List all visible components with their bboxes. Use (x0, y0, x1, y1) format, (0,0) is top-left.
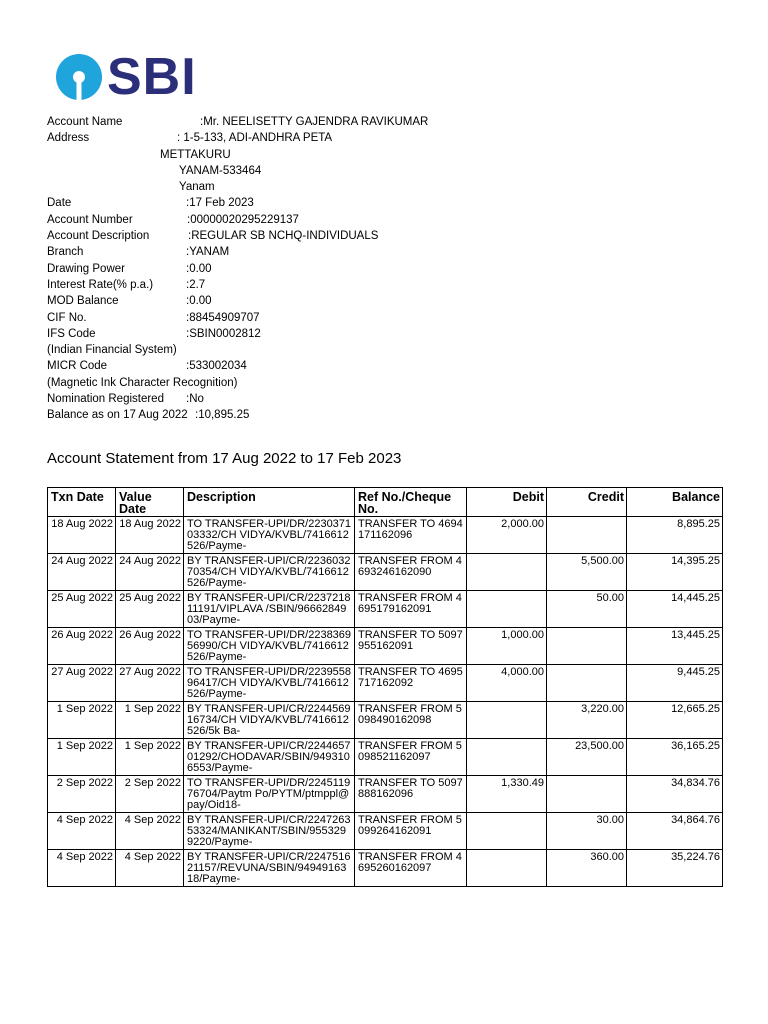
credit-cell (547, 776, 627, 813)
ref-no-cell: TRANSFER FROM 4695260162097 (355, 850, 467, 887)
table-row (48, 665, 723, 702)
txn-date-cell: 4 Sep 2022 (48, 813, 116, 850)
ref-no-cell: TRANSFER FROM 4693246162090 (355, 554, 467, 591)
table-row (48, 850, 723, 887)
col-header-debit: Debit (467, 488, 547, 517)
value-date-cell: 1 Sep 2022 (116, 702, 184, 739)
description-cell: BY TRANSFER-UPI/CR/224751621157/REVUNA/SBIN/9494916318/Payme- (184, 850, 355, 887)
nomination-label: Nomination Registered (47, 393, 164, 406)
micr-note: (Magnetic Ink Character Recognition) (47, 376, 238, 389)
address-line-2: METTAKURU (160, 148, 231, 161)
description-cell: TO TRANSFER-UPI/DR/224511976704/Paytm Po/PYTM/ptmppl@pay/Oid18- (184, 776, 355, 813)
ref-no-cell: TRANSFER TO 5097955162091 (355, 628, 467, 665)
description-cell: BY TRANSFER-UPI/CR/223721811191/VIPLAVA /SBIN/9666284903/Payme- (184, 591, 355, 628)
table-row (48, 517, 723, 554)
interest-rate-label: Interest Rate(% p.a.) (47, 278, 154, 291)
col-header-balance: Balance (627, 488, 723, 517)
debit-cell: 1,330.49 (467, 776, 547, 813)
debit-cell (467, 554, 547, 591)
debit-cell (467, 739, 547, 776)
account-description-value: :REGULAR SB NCHQ-INDIVIDUALS (188, 230, 379, 243)
date-value: :17 Feb 2023 (186, 197, 254, 210)
sbi-logo-text: SBI (107, 48, 197, 106)
col-header-description: Description (184, 488, 355, 517)
nomination-value: :No (186, 393, 204, 406)
account-description-label: Account Description (47, 230, 150, 243)
debit-cell (467, 702, 547, 739)
table-header-row (48, 488, 723, 517)
credit-cell: 30.00 (547, 813, 627, 850)
account-number-value: :00000020295229137 (187, 213, 299, 226)
txn-date-cell: 24 Aug 2022 (48, 554, 116, 591)
value-date-cell: 26 Aug 2022 (116, 628, 184, 665)
ref-no-cell: TRANSFER FROM 4695179162091 (355, 591, 467, 628)
account-name-label: Account Name (47, 116, 123, 128)
interest-rate-value: :2.7 (186, 278, 206, 291)
cif-value: :88454909707 (186, 311, 260, 324)
col-header-credit: Credit (547, 488, 627, 517)
description-cell: BY TRANSFER-UPI/CR/224726353324/MANIKANT/SBIN/9553299220/Payme- (184, 813, 355, 850)
table-row (48, 591, 723, 628)
value-date-cell: 2 Sep 2022 (116, 776, 184, 813)
txn-date-cell: 1 Sep 2022 (48, 739, 116, 776)
txn-date-cell: 27 Aug 2022 (48, 665, 116, 702)
ifs-note: (Indian Financial System) (47, 344, 177, 357)
date-label: Date (47, 197, 72, 210)
col-header-value-date: Value Date (116, 488, 184, 517)
value-date-cell: 1 Sep 2022 (116, 739, 184, 776)
debit-cell: 4,000.00 (467, 665, 547, 702)
ref-no-cell: TRANSFER TO 5097888162096 (355, 776, 467, 813)
txn-date-cell: 2 Sep 2022 (48, 776, 116, 813)
ref-no-cell: TRANSFER TO 4694171162096 (355, 517, 467, 554)
mod-balance-value: :0.00 (186, 295, 212, 308)
description-cell: TO TRANSFER-UPI/DR/223955896417/CH VIDYA/KVBL/7416612526/Payme- (184, 665, 355, 702)
debit-cell (467, 813, 547, 850)
debit-cell (467, 591, 547, 628)
cif-label: CIF No. (47, 311, 87, 324)
txn-date-cell: 4 Sep 2022 (48, 850, 116, 887)
table-row (48, 554, 723, 591)
value-date-cell: 25 Aug 2022 (116, 591, 184, 628)
txn-date-cell: 18 Aug 2022 (48, 517, 116, 554)
address-label: Address (47, 132, 90, 145)
description-cell: TO TRANSFER-UPI/DR/223037103332/CH VIDYA/KVBL/7416612526/Payme- (184, 517, 355, 554)
opening-balance-label: Balance as on 17 Aug 2022 (47, 409, 188, 422)
txn-date-cell: 26 Aug 2022 (48, 628, 116, 665)
table-row (48, 776, 723, 813)
micr-value: :533002034 (186, 360, 247, 373)
txn-date-cell: 25 Aug 2022 (48, 591, 116, 628)
address-line-1: : 1-5-133, ADI-ANDHRA PETA (177, 132, 333, 145)
balance-cell: 34,864.76 (627, 813, 723, 850)
drawing-power-label: Drawing Power (47, 262, 125, 275)
balance-cell: 13,445.25 (627, 628, 723, 665)
ifs-value: :SBIN0002812 (186, 327, 261, 340)
sbi-keyhole-icon (55, 53, 103, 101)
credit-cell: 3,220.00 (547, 702, 627, 739)
balance-cell: 9,445.25 (627, 665, 723, 702)
table-row (48, 628, 723, 665)
description-cell: BY TRANSFER-UPI/CR/224456916734/CH VIDYA/KVBL/7416612526/5k Ba- (184, 702, 355, 739)
transactions-body (48, 517, 723, 887)
credit-cell: 23,500.00 (547, 739, 627, 776)
value-date-cell: 27 Aug 2022 (116, 665, 184, 702)
balance-cell: 8,895.25 (627, 517, 723, 554)
ref-no-cell: TRANSFER FROM 5098490162098 (355, 702, 467, 739)
col-header-txn-date: Txn Date (48, 488, 116, 517)
credit-cell (547, 665, 627, 702)
ref-no-cell: TRANSFER TO 4695717162092 (355, 665, 467, 702)
drawing-power-value: :0.00 (186, 262, 212, 275)
col-header-ref-no: Ref No./Cheque No. (355, 488, 467, 517)
description-cell: BY TRANSFER-UPI/CR/223603270354/CH VIDYA/KVBL/7416612526/Payme- (184, 554, 355, 591)
credit-cell: 5,500.00 (547, 554, 627, 591)
table-row (48, 702, 723, 739)
balance-cell: 35,224.76 (627, 850, 723, 887)
credit-cell: 50.00 (547, 591, 627, 628)
txn-date-cell: 1 Sep 2022 (48, 702, 116, 739)
balance-cell: 14,395.25 (627, 554, 723, 591)
debit-cell: 2,000.00 (467, 517, 547, 554)
balance-cell: 36,165.25 (627, 739, 723, 776)
description-cell: TO TRANSFER-UPI/DR/223836956990/CH VIDYA/KVBL/7416612526/Payme- (184, 628, 355, 665)
mod-balance-label: MOD Balance (47, 295, 119, 308)
account-name-value: :Mr. NEELISETTY GAJENDRA RAVIKUMAR (200, 116, 429, 128)
micr-label: MICR Code (47, 360, 108, 373)
account-number-label: Account Number (47, 213, 133, 226)
value-date-cell: 24 Aug 2022 (116, 554, 184, 591)
sbi-logo (55, 48, 197, 106)
debit-cell (467, 850, 547, 887)
branch-value: :YANAM (186, 246, 230, 259)
transactions-table (47, 487, 723, 887)
ifs-label: IFS Code (47, 327, 96, 340)
credit-cell (547, 628, 627, 665)
address-line-3: YANAM-533464 (179, 164, 262, 177)
ref-no-cell: TRANSFER FROM 5098521162097 (355, 739, 467, 776)
balance-cell: 12,665.25 (627, 702, 723, 739)
value-date-cell: 4 Sep 2022 (116, 813, 184, 850)
description-cell: BY TRANSFER-UPI/CR/224465701292/CHODAVAR/SBIN/9493106553/Payme- (184, 739, 355, 776)
address-line-4: Yanam (179, 181, 215, 194)
balance-cell: 14,445.25 (627, 591, 723, 628)
debit-cell: 1,000.00 (467, 628, 547, 665)
branch-label: Branch (47, 246, 84, 259)
statement-title: Account Statement from 17 Aug 2022 to 17 Feb 2023 (47, 450, 402, 467)
ref-no-cell: TRANSFER FROM 5099264162091 (355, 813, 467, 850)
value-date-cell: 18 Aug 2022 (116, 517, 184, 554)
opening-balance-value: :10,895.25 (195, 409, 250, 422)
balance-cell: 34,834.76 (627, 776, 723, 813)
value-date-cell: 4 Sep 2022 (116, 850, 184, 887)
table-row (48, 813, 723, 850)
credit-cell: 360.00 (547, 850, 627, 887)
table-row (48, 739, 723, 776)
credit-cell (547, 517, 627, 554)
